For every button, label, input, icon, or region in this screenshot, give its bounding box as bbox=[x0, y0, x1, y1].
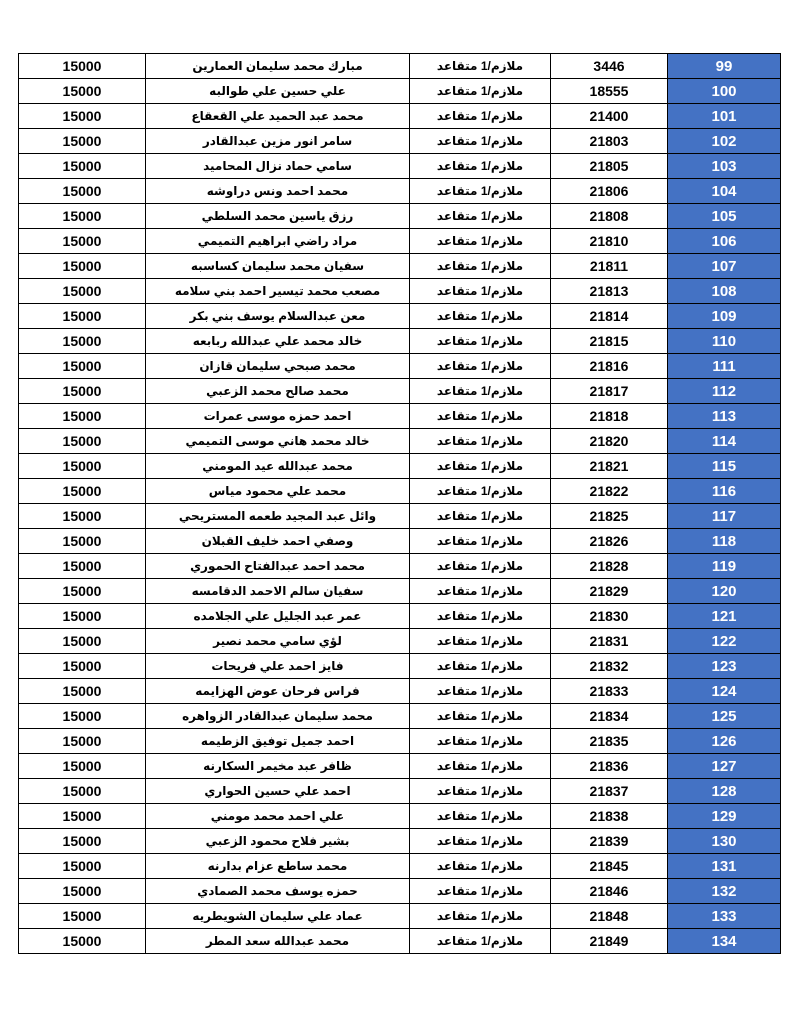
id-cell: 21400 bbox=[551, 104, 668, 129]
id-cell: 21821 bbox=[551, 454, 668, 479]
name-cell: حمزه يوسف محمد الصمادي bbox=[146, 879, 410, 904]
table-row bbox=[19, 779, 781, 804]
table-row bbox=[19, 279, 781, 304]
table-row bbox=[19, 904, 781, 929]
name-cell: معن عبدالسلام يوسف بني بكر bbox=[146, 304, 410, 329]
rank-cell: ملازم/1 متقاعد bbox=[410, 104, 551, 129]
rank-cell: ملازم/1 متقاعد bbox=[410, 304, 551, 329]
amount-cell: 15000 bbox=[19, 204, 146, 229]
amount-cell: 15000 bbox=[19, 729, 146, 754]
name-cell: محمد سليمان عبدالقادر الزواهره bbox=[146, 704, 410, 729]
rank-cell: ملازم/1 متقاعد bbox=[410, 829, 551, 854]
rank-cell: ملازم/1 متقاعد bbox=[410, 904, 551, 929]
id-cell: 21831 bbox=[551, 629, 668, 654]
sequence-cell: 127 bbox=[668, 754, 781, 779]
id-cell: 3446 bbox=[551, 54, 668, 79]
sequence-cell: 133 bbox=[668, 904, 781, 929]
table-row bbox=[19, 129, 781, 154]
rank-cell: ملازم/1 متقاعد bbox=[410, 879, 551, 904]
table-row bbox=[19, 804, 781, 829]
amount-cell: 15000 bbox=[19, 929, 146, 954]
name-cell: عمر عبد الجليل علي الجلامده bbox=[146, 604, 410, 629]
id-cell: 21806 bbox=[551, 179, 668, 204]
sequence-cell: 131 bbox=[668, 854, 781, 879]
id-cell: 21839 bbox=[551, 829, 668, 854]
rank-cell: ملازم/1 متقاعد bbox=[410, 129, 551, 154]
id-cell: 21848 bbox=[551, 904, 668, 929]
name-cell: مراد راضي ابراهيم التميمي bbox=[146, 229, 410, 254]
amount-cell: 15000 bbox=[19, 154, 146, 179]
sequence-cell: 99 bbox=[668, 54, 781, 79]
name-cell: محمد صالح محمد الزعبي bbox=[146, 379, 410, 404]
name-cell: بشير فلاح محمود الزعبي bbox=[146, 829, 410, 854]
table-row bbox=[19, 329, 781, 354]
amount-cell: 15000 bbox=[19, 429, 146, 454]
name-cell: علي حسين علي طوالبه bbox=[146, 79, 410, 104]
rank-cell: ملازم/1 متقاعد bbox=[410, 504, 551, 529]
amount-cell: 15000 bbox=[19, 229, 146, 254]
rank-cell: ملازم/1 متقاعد bbox=[410, 279, 551, 304]
table-row bbox=[19, 79, 781, 104]
sequence-cell: 122 bbox=[668, 629, 781, 654]
amount-cell: 15000 bbox=[19, 829, 146, 854]
id-cell: 21808 bbox=[551, 204, 668, 229]
table-row bbox=[19, 854, 781, 879]
sequence-cell: 107 bbox=[668, 254, 781, 279]
amount-cell: 15000 bbox=[19, 304, 146, 329]
amount-cell: 15000 bbox=[19, 504, 146, 529]
table-row bbox=[19, 679, 781, 704]
retirees-table bbox=[18, 53, 781, 954]
sequence-cell: 125 bbox=[668, 704, 781, 729]
id-cell: 21825 bbox=[551, 504, 668, 529]
id-cell: 21822 bbox=[551, 479, 668, 504]
table-row bbox=[19, 929, 781, 954]
rank-cell: ملازم/1 متقاعد bbox=[410, 554, 551, 579]
table-row bbox=[19, 579, 781, 604]
rank-cell: ملازم/1 متقاعد bbox=[410, 229, 551, 254]
name-cell: محمد صبحي سليمان قازان bbox=[146, 354, 410, 379]
amount-cell: 15000 bbox=[19, 604, 146, 629]
sequence-cell: 103 bbox=[668, 154, 781, 179]
sequence-cell: 116 bbox=[668, 479, 781, 504]
id-cell: 21813 bbox=[551, 279, 668, 304]
table-row bbox=[19, 479, 781, 504]
sequence-cell: 121 bbox=[668, 604, 781, 629]
name-cell: سامي حماد نزال المحاميد bbox=[146, 154, 410, 179]
table-row bbox=[19, 629, 781, 654]
name-cell: خالد محمد علي عبدالله ربابعه bbox=[146, 329, 410, 354]
sequence-cell: 132 bbox=[668, 879, 781, 904]
name-cell: سفيان محمد سليمان كساسبه bbox=[146, 254, 410, 279]
sequence-cell: 102 bbox=[668, 129, 781, 154]
rank-cell: ملازم/1 متقاعد bbox=[410, 529, 551, 554]
name-cell: احمد علي حسين الحواري bbox=[146, 779, 410, 804]
name-cell: محمد علي محمود مياس bbox=[146, 479, 410, 504]
amount-cell: 15000 bbox=[19, 129, 146, 154]
amount-cell: 15000 bbox=[19, 279, 146, 304]
name-cell: فايز احمد علي فريحات bbox=[146, 654, 410, 679]
rank-cell: ملازم/1 متقاعد bbox=[410, 254, 551, 279]
id-cell: 21820 bbox=[551, 429, 668, 454]
rank-cell: ملازم/1 متقاعد bbox=[410, 154, 551, 179]
amount-cell: 15000 bbox=[19, 704, 146, 729]
name-cell: محمد عبد الحميد علي القعقاع bbox=[146, 104, 410, 129]
name-cell: سفيان سالم الاحمد الدقامسه bbox=[146, 579, 410, 604]
name-cell: محمد احمد ونس دراوشه bbox=[146, 179, 410, 204]
amount-cell: 15000 bbox=[19, 79, 146, 104]
table-row bbox=[19, 154, 781, 179]
sequence-cell: 109 bbox=[668, 304, 781, 329]
rank-cell: ملازم/1 متقاعد bbox=[410, 704, 551, 729]
amount-cell: 15000 bbox=[19, 179, 146, 204]
name-cell: علي احمد محمد مومني bbox=[146, 804, 410, 829]
amount-cell: 15000 bbox=[19, 904, 146, 929]
amount-cell: 15000 bbox=[19, 629, 146, 654]
id-cell: 21849 bbox=[551, 929, 668, 954]
name-cell: احمد جميل توفيق الزطيمه bbox=[146, 729, 410, 754]
id-cell: 21845 bbox=[551, 854, 668, 879]
rank-cell: ملازم/1 متقاعد bbox=[410, 604, 551, 629]
sequence-cell: 111 bbox=[668, 354, 781, 379]
table-row bbox=[19, 554, 781, 579]
sequence-cell: 100 bbox=[668, 79, 781, 104]
amount-cell: 15000 bbox=[19, 404, 146, 429]
amount-cell: 15000 bbox=[19, 654, 146, 679]
table-row bbox=[19, 504, 781, 529]
sequence-cell: 118 bbox=[668, 529, 781, 554]
name-cell: وصفي احمد خليف القبلان bbox=[146, 529, 410, 554]
id-cell: 21837 bbox=[551, 779, 668, 804]
rank-cell: ملازم/1 متقاعد bbox=[410, 429, 551, 454]
sequence-cell: 105 bbox=[668, 204, 781, 229]
sequence-cell: 110 bbox=[668, 329, 781, 354]
rank-cell: ملازم/1 متقاعد bbox=[410, 804, 551, 829]
table-row bbox=[19, 379, 781, 404]
rank-cell: ملازم/1 متقاعد bbox=[410, 579, 551, 604]
name-cell: سامر انور مزين عبدالقادر bbox=[146, 129, 410, 154]
table-row bbox=[19, 829, 781, 854]
rank-cell: ملازم/1 متقاعد bbox=[410, 454, 551, 479]
rank-cell: ملازم/1 متقاعد bbox=[410, 404, 551, 429]
amount-cell: 15000 bbox=[19, 329, 146, 354]
table-row bbox=[19, 529, 781, 554]
id-cell: 21805 bbox=[551, 154, 668, 179]
rank-cell: ملازم/1 متقاعد bbox=[410, 754, 551, 779]
table-row bbox=[19, 729, 781, 754]
amount-cell: 15000 bbox=[19, 879, 146, 904]
id-cell: 21818 bbox=[551, 404, 668, 429]
amount-cell: 15000 bbox=[19, 854, 146, 879]
id-cell: 21836 bbox=[551, 754, 668, 779]
table-row bbox=[19, 204, 781, 229]
id-cell: 21834 bbox=[551, 704, 668, 729]
amount-cell: 15000 bbox=[19, 54, 146, 79]
name-cell: عماد علي سليمان الشويطريه bbox=[146, 904, 410, 929]
amount-cell: 15000 bbox=[19, 579, 146, 604]
name-cell: وائل عبد المجيد طعمه المستريحي bbox=[146, 504, 410, 529]
amount-cell: 15000 bbox=[19, 354, 146, 379]
amount-cell: 15000 bbox=[19, 479, 146, 504]
amount-cell: 15000 bbox=[19, 754, 146, 779]
name-cell: فراس فرحان عوض الهزايمه bbox=[146, 679, 410, 704]
id-cell: 21816 bbox=[551, 354, 668, 379]
name-cell: مبارك محمد سليمان العمارين bbox=[146, 54, 410, 79]
sequence-cell: 112 bbox=[668, 379, 781, 404]
sequence-cell: 120 bbox=[668, 579, 781, 604]
amount-cell: 15000 bbox=[19, 379, 146, 404]
id-cell: 21830 bbox=[551, 604, 668, 629]
rank-cell: ملازم/1 متقاعد bbox=[410, 779, 551, 804]
sequence-cell: 117 bbox=[668, 504, 781, 529]
amount-cell: 15000 bbox=[19, 554, 146, 579]
rank-cell: ملازم/1 متقاعد bbox=[410, 354, 551, 379]
table-row bbox=[19, 704, 781, 729]
id-cell: 21810 bbox=[551, 229, 668, 254]
name-cell: مصعب محمد تيسير احمد بني سلامه bbox=[146, 279, 410, 304]
name-cell: محمد احمد عبدالفتاح الحموري bbox=[146, 554, 410, 579]
rank-cell: ملازم/1 متقاعد bbox=[410, 54, 551, 79]
id-cell: 18555 bbox=[551, 79, 668, 104]
rank-cell: ملازم/1 متقاعد bbox=[410, 179, 551, 204]
id-cell: 21815 bbox=[551, 329, 668, 354]
sequence-cell: 106 bbox=[668, 229, 781, 254]
table-row bbox=[19, 429, 781, 454]
id-cell: 21835 bbox=[551, 729, 668, 754]
table-row bbox=[19, 104, 781, 129]
table-row bbox=[19, 354, 781, 379]
rank-cell: ملازم/1 متقاعد bbox=[410, 929, 551, 954]
sequence-cell: 108 bbox=[668, 279, 781, 304]
rank-cell: ملازم/1 متقاعد bbox=[410, 379, 551, 404]
table-row bbox=[19, 254, 781, 279]
rank-cell: ملازم/1 متقاعد bbox=[410, 679, 551, 704]
sequence-cell: 128 bbox=[668, 779, 781, 804]
sequence-cell: 124 bbox=[668, 679, 781, 704]
rank-cell: ملازم/1 متقاعد bbox=[410, 729, 551, 754]
name-cell: خالد محمد هاني موسى التميمي bbox=[146, 429, 410, 454]
id-cell: 21811 bbox=[551, 254, 668, 279]
id-cell: 21814 bbox=[551, 304, 668, 329]
id-cell: 21838 bbox=[551, 804, 668, 829]
rank-cell: ملازم/1 متقاعد bbox=[410, 329, 551, 354]
rank-cell: ملازم/1 متقاعد bbox=[410, 654, 551, 679]
name-cell: محمد عبدالله عيد المومني bbox=[146, 454, 410, 479]
sequence-cell: 123 bbox=[668, 654, 781, 679]
id-cell: 21833 bbox=[551, 679, 668, 704]
table-row bbox=[19, 654, 781, 679]
table-row bbox=[19, 604, 781, 629]
table-row bbox=[19, 229, 781, 254]
sequence-cell: 134 bbox=[668, 929, 781, 954]
retirees-table-body bbox=[19, 54, 781, 954]
sequence-cell: 115 bbox=[668, 454, 781, 479]
table-row bbox=[19, 179, 781, 204]
rank-cell: ملازم/1 متقاعد bbox=[410, 854, 551, 879]
amount-cell: 15000 bbox=[19, 104, 146, 129]
sequence-cell: 129 bbox=[668, 804, 781, 829]
name-cell: رزق ياسين محمد السلطي bbox=[146, 204, 410, 229]
amount-cell: 15000 bbox=[19, 679, 146, 704]
name-cell: احمد حمزه موسى عمرات bbox=[146, 404, 410, 429]
name-cell: محمد عبدالله سعد المطر bbox=[146, 929, 410, 954]
sequence-cell: 101 bbox=[668, 104, 781, 129]
id-cell: 21826 bbox=[551, 529, 668, 554]
amount-cell: 15000 bbox=[19, 529, 146, 554]
rank-cell: ملازم/1 متقاعد bbox=[410, 204, 551, 229]
sequence-cell: 114 bbox=[668, 429, 781, 454]
id-cell: 21829 bbox=[551, 579, 668, 604]
rank-cell: ملازم/1 متقاعد bbox=[410, 629, 551, 654]
id-cell: 21817 bbox=[551, 379, 668, 404]
id-cell: 21828 bbox=[551, 554, 668, 579]
amount-cell: 15000 bbox=[19, 454, 146, 479]
name-cell: لؤي سامي محمد نصير bbox=[146, 629, 410, 654]
amount-cell: 15000 bbox=[19, 254, 146, 279]
id-cell: 21832 bbox=[551, 654, 668, 679]
table-row bbox=[19, 304, 781, 329]
table-row bbox=[19, 404, 781, 429]
amount-cell: 15000 bbox=[19, 804, 146, 829]
table-row bbox=[19, 879, 781, 904]
sequence-cell: 130 bbox=[668, 829, 781, 854]
rank-cell: ملازم/1 متقاعد bbox=[410, 79, 551, 104]
table-row bbox=[19, 454, 781, 479]
id-cell: 21803 bbox=[551, 129, 668, 154]
name-cell: ظافر عبد مخيمر السكارنه bbox=[146, 754, 410, 779]
sequence-cell: 119 bbox=[668, 554, 781, 579]
sequence-cell: 126 bbox=[668, 729, 781, 754]
rank-cell: ملازم/1 متقاعد bbox=[410, 479, 551, 504]
id-cell: 21846 bbox=[551, 879, 668, 904]
name-cell: محمد ساطع عزام بدارنه bbox=[146, 854, 410, 879]
table-row bbox=[19, 54, 781, 79]
amount-cell: 15000 bbox=[19, 779, 146, 804]
table-row bbox=[19, 754, 781, 779]
sequence-cell: 104 bbox=[668, 179, 781, 204]
sequence-cell: 113 bbox=[668, 404, 781, 429]
